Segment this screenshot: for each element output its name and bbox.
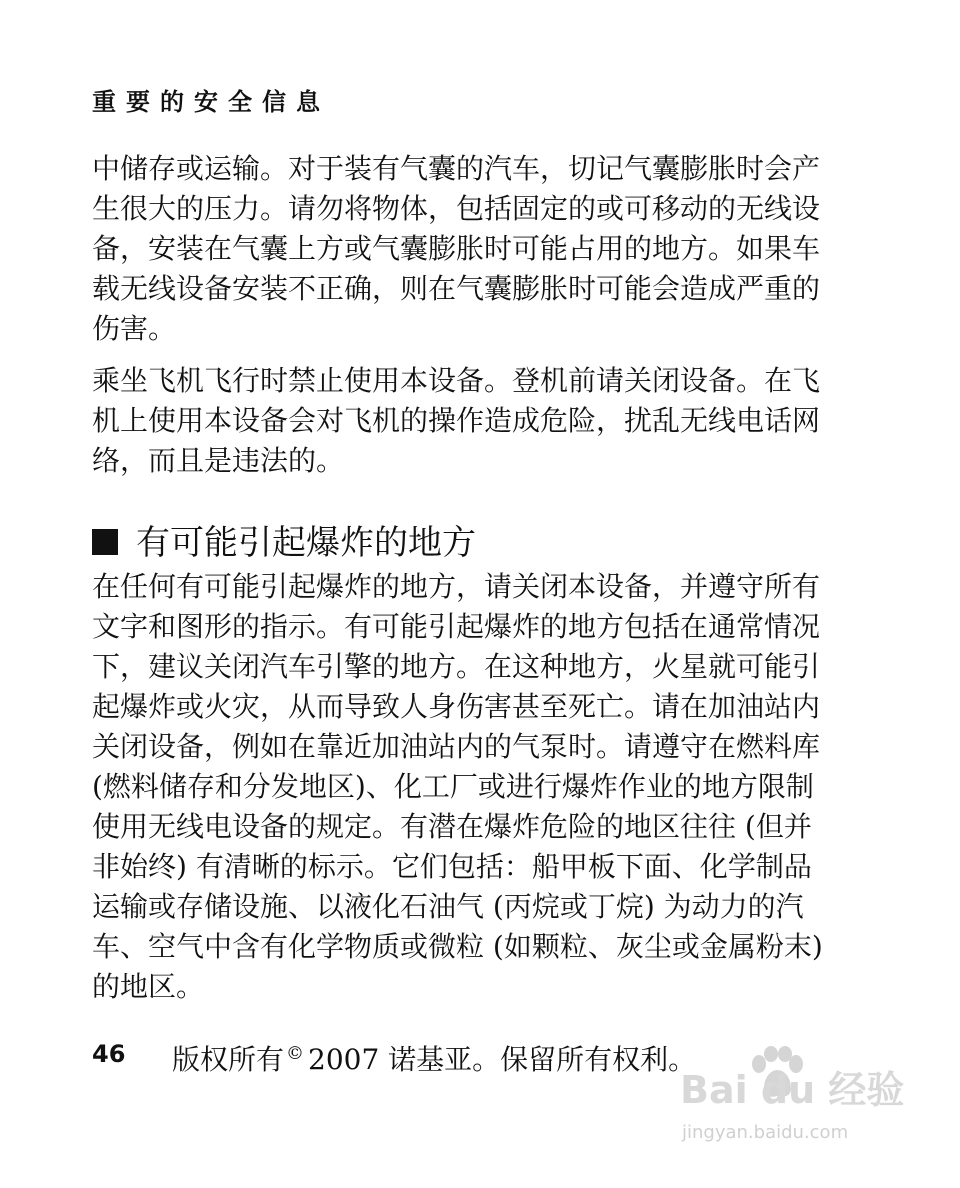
vehicle-safety-paragraph xyxy=(92,149,826,349)
explosion-section-heading xyxy=(92,518,852,568)
paragraph-line: 载无线设备安装不正确，则在气囊膨胀时可能会造成严重的 xyxy=(92,272,821,305)
paragraph-line: 伤害。 xyxy=(92,312,177,345)
paragraph-line: 文字和图形的指示。有可能引起爆炸的地方包括在通常情况 xyxy=(92,610,821,643)
square-bullet-icon xyxy=(92,529,118,555)
paragraph-line: 使用无线电设备的规定。有潜在爆炸危险的地区往往 (但并 xyxy=(92,810,812,843)
paragraph-line: 乘坐飞机飞行时禁止使用本设备。登机前请关闭设备。在飞 xyxy=(92,364,821,397)
paragraph-line: 机上使用本设备会对飞机的操作造成危险，扰乱无线电话网 xyxy=(92,404,821,437)
page-number: 46 xyxy=(92,1040,126,1068)
paragraph-line: 中储存或运输。对于装有气囊的汽车，切记气囊膨胀时会产 xyxy=(92,152,821,185)
paragraph-line: 非始终) 有清晰的标示。它们包括：船甲板下面、化学制品 xyxy=(92,850,812,883)
watermark-url: jingyan.baidu.com xyxy=(682,1122,849,1143)
watermark-brand: Bai du 经验 xyxy=(680,1068,905,1112)
paragraph-line: 在任何有可能引起爆炸的地方，请关闭本设备，并遵守所有 xyxy=(92,570,821,603)
paragraph-line: 起爆炸或火灾，从而导致人身伤害甚至死亡。请在加油站内 xyxy=(92,690,821,723)
paragraph-line: 备，安装在气囊上方或气囊膨胀时可能占用的地方。如果车 xyxy=(92,232,821,265)
aircraft-safety-paragraph xyxy=(92,361,826,481)
section-heading-text: 有可能引起爆炸的地方 xyxy=(136,523,476,563)
copyright-suffix: 2007 诺基亚。保留所有权利。 xyxy=(308,1043,697,1076)
baidu-jingyan-watermark xyxy=(680,1038,920,1158)
copyright-symbol: © xyxy=(286,1043,305,1064)
page-header: 重要的安全信息 xyxy=(92,88,330,116)
paragraph-line: 的地区。 xyxy=(92,970,205,1003)
paragraph-line: (燃料储存和分发地区)、化工厂或进行爆炸作业的地方限制 xyxy=(92,770,814,803)
paragraph-line: 络，而且是违法的。 xyxy=(92,444,345,477)
paragraph-line: 下，建议关闭汽车引擎的地方。在这种地方，火星就可能引 xyxy=(92,650,821,683)
page-footer xyxy=(92,1034,712,1076)
explosion-safety-paragraph xyxy=(92,567,826,1007)
paragraph-line: 运输或存储设施、以液化石油气 (丙烷或丁烷) 为动力的汽 xyxy=(92,890,804,923)
paragraph-line: 生很大的压力。请勿将物体，包括固定的或可移动的无线设 xyxy=(92,192,821,225)
copyright-notice xyxy=(172,1034,696,1080)
copyright-prefix: 版权所有 xyxy=(172,1043,285,1076)
paragraph-line: 车、空气中含有化学物质或微粒 (如颗粒、灰尘或金属粉末) xyxy=(92,930,823,963)
paragraph-line: 关闭设备，例如在靠近加油站内的气泵时。请遵守在燃料库 xyxy=(92,730,821,763)
